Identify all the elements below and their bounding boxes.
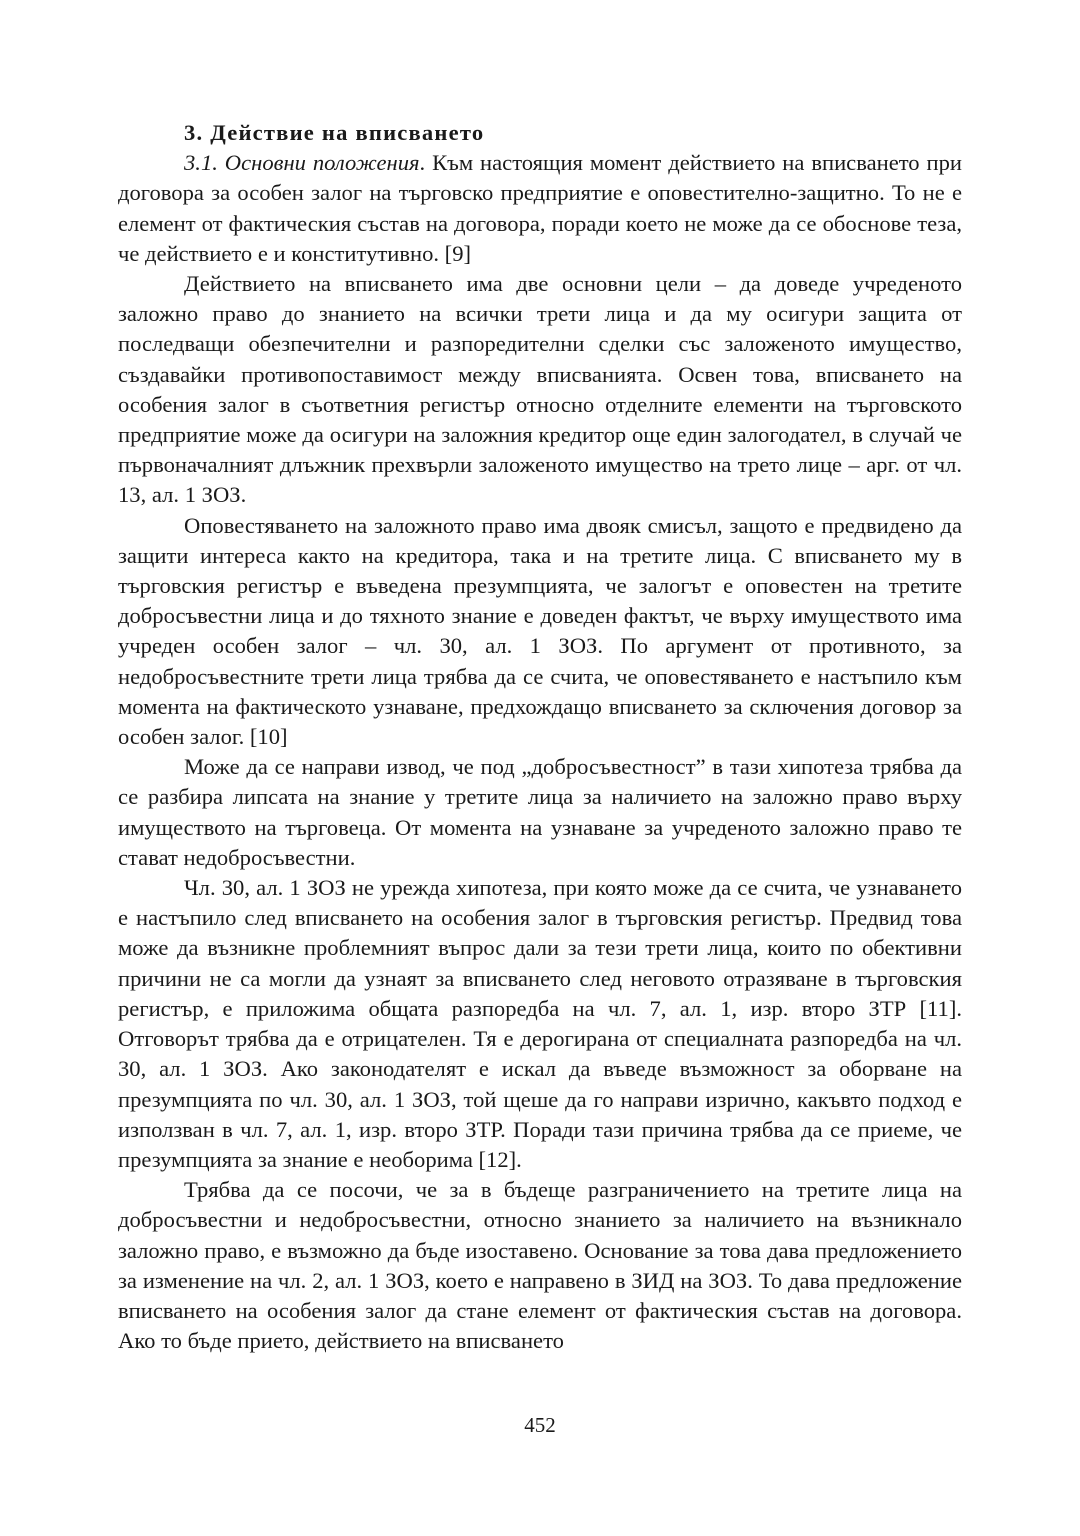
body-paragraph-5: Трябва да се посочи, че за в бъдеще разграничението на третите лица на добросъвестни и недобросъвестни, относно знанието за наличието на възникнало заложно право, е възможно да бъде изоставено. Основание за това дава предложението за изменение на чл. 2, ал. 1 ЗОЗ, което е направено в ЗИД на ЗОЗ. То дава предложение вписването на особения залог да стане елемент от фактическия състав на договора. Ако то бъде прието, действието на вписването bbox=[118, 1177, 962, 1354]
section-heading: 3. Действие на вписването bbox=[184, 120, 485, 145]
subsection-paragraph bbox=[118, 148, 962, 269]
page-number: 452 bbox=[524, 1413, 556, 1437]
subsection-lead-text: . Към настоящия момент действието на вписването при договора за особен залог на търговско предприятие е оповестително-защитно. То не е елемент от фактическия състав на договора, поради което не може да се обоснове теза, че действието е и конститутивно. [9] bbox=[118, 150, 962, 266]
document-page bbox=[118, 118, 962, 1356]
body-paragraph-2: Оповестяването на заложното право има двояк смисъл, защото е предвидено да защити интереса както на кредитора, така и на третите лица. С вписването му в търговския регистър е въведена презумпцията, че залогът е оповестен на третите добросъвестни лица и до тяхното знание е доведен фактът, че върху имуществото има учреден особен залог – чл. 30, ал. 1 ЗОЗ. По аргумент от противното, за недобросъвестните трети лица трябва да се счита, че оповестяването е настъпило към момента на фактическото узнаване, предхождащо вписването за сключения договор за особен залог. [10] bbox=[118, 512, 962, 750]
subsection-title: 3.1. Основни положения bbox=[184, 150, 420, 176]
body-paragraph-3: Може да се направи извод, че под „добросъвестност” в тази хипотеза трябва да се разбира липсата на знание у третите лица за наличието на заложно право върху имуществото на търговеца. От момента на узнаване за учреденото заложно право те стават недобросъвестни. bbox=[118, 754, 962, 870]
body-paragraph-1: Действието на вписването има две основни цели – да доведе учреденото заложно право до знанието на всички трети лица и да му осигури защита от последващи обезпечителни и разпоредителни сделки със заложеното имущество, създавайки противопоставимост между вписванията. Освен това, вписването на особения залог в съответния регистър относно отделните елементи на търговското предприятие може да осигури на заложния кредитор още един залогодател, в случай че първоначалният длъжник прехвърли заложеното имущество на трето лице – арг. от чл. 13, ал. 1 ЗОЗ. bbox=[118, 271, 962, 508]
body-paragraph-4: Чл. 30, ал. 1 ЗОЗ не урежда хипотеза, при която може да се счита, че узнаването е настъпило след вписването на особения залог в търговския регистър. Предвид това може да възникне проблемният въпрос дали за тези трети лица, които по обективни причини не са могли да узнаят за вписването след неговото отразяване в търговския регистър, е приложима общата разпоредба на чл. 7, ал. 1, изр. второ ЗТР [11]. Отговорът трябва да е отрицателен. Тя е дерогирана от специалната разпоредба на чл. 30, ал. 1 ЗОЗ. Ако законодателят е искал да въведе възможност за оборване на презумпцията по чл. 30, ал. 1 ЗОЗ, той щеше да го направи изрично, какъвто подход е използван в чл. 7, ал. 1, изр. второ ЗТР. Поради тази причина трябва да се приеме, че презумпцията за знание е необорима [12]. bbox=[118, 875, 962, 1172]
